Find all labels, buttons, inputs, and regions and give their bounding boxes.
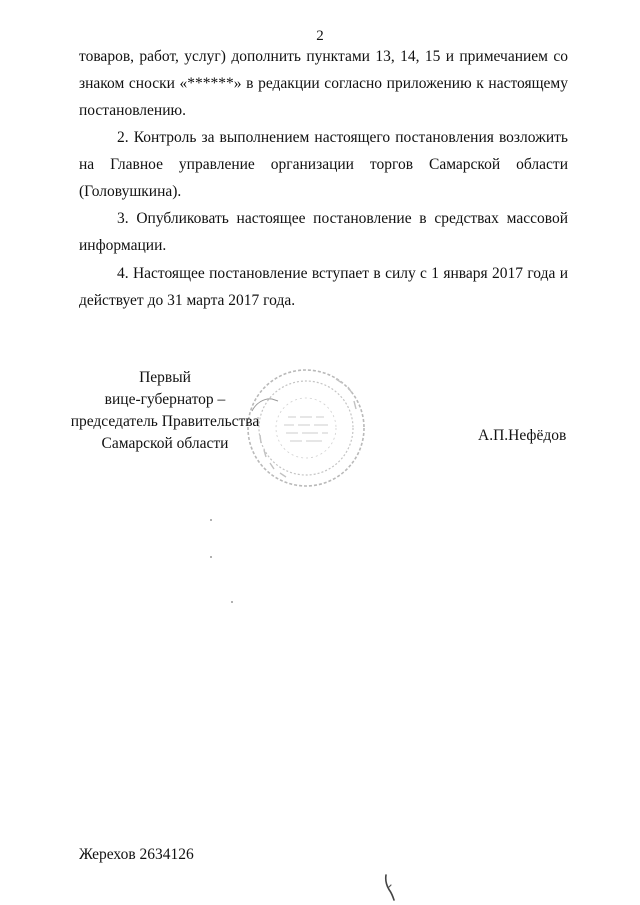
position-line: Самарской области xyxy=(101,435,229,452)
position-line: вице-губернатор – xyxy=(104,391,226,408)
signatory-position xyxy=(60,367,270,455)
paragraph-item-4: 4. Настоящее постановление вступает в силу с 1 января 2017 года и действует до 31 марта 2017 года. xyxy=(79,265,568,309)
position-line: Первый xyxy=(139,369,191,386)
position-line: председатель Правительства xyxy=(70,413,260,430)
scan-speck xyxy=(231,601,233,603)
executor-contact: Жерехов 2634126 xyxy=(79,846,194,863)
paragraph-item-3: 3. Опубликовать настоящее постановление в средствах массовой информации. xyxy=(79,210,568,254)
scan-speck xyxy=(210,519,212,521)
pen-mark-icon xyxy=(380,873,400,901)
page-number: 2 xyxy=(316,28,324,44)
signer-name: А.П.Нефёдов xyxy=(478,427,567,444)
paragraph-continuation: товаров, работ, услуг) дополнить пунктами 13, 14, 15 и примечанием со знаком сноски «******» в редакции согласно приложению к настоящему постановлению. xyxy=(79,48,568,119)
scan-speck xyxy=(210,556,212,558)
paragraph-item-2: 2. Контроль за выполнением настоящего постановления возложить на Главное управление организации торгов Самарской области (Головушкина). xyxy=(79,129,568,200)
